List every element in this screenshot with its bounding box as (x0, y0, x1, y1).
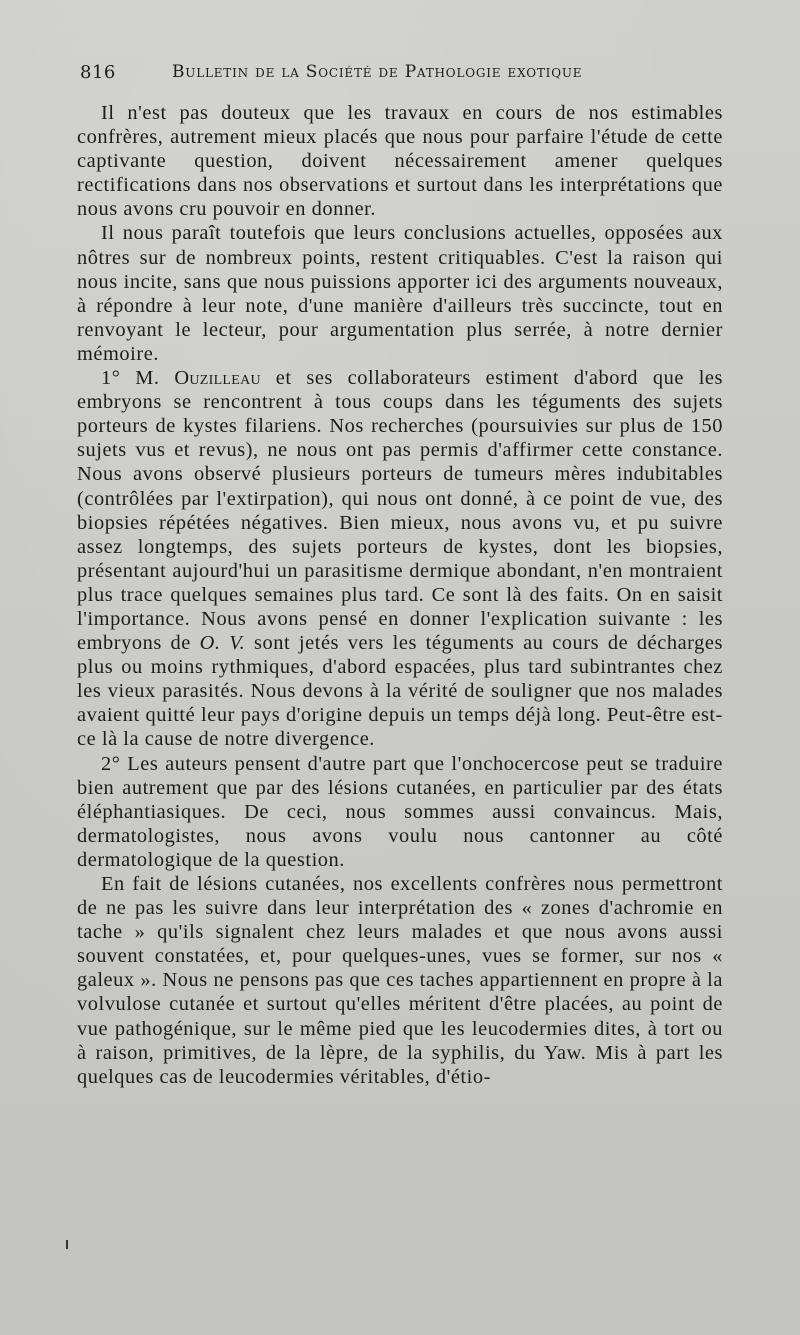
page-header (80, 62, 720, 88)
print-speck (66, 1240, 68, 1249)
author-name: Ouzilleau (174, 367, 261, 390)
body-text (77, 101, 723, 1089)
running-title: Bulletin de la Société de Pathologie exotique (172, 62, 583, 82)
paragraph-5: En fait de lésions cutanées, nos excellents confrères nous permettront de ne pas les suivre dans leur interprétation des « zones d'achromie en tache » qu'ils signalent chez leurs malades et que nous avons aussi souvent constatées, et, pour quelques-unes, vues se former, sur nos « galeux ». Nous ne pensons pas que ces taches appartiennent en propre à la volvulose cutanée et surtout qu'elles méritent d'être placées, au point de vue pathogénique, sur le même pied que les leucodermies dites, à tort ou à raison, primitives, de la lèpre, de la syphilis, du Yaw. Mis à part les quelques cas de leucodermies véritables, d'étio- (77, 873, 723, 1088)
paragraph-3-text: et ses collaborateurs estiment d'abord que les embryons se rencontrent à tous coups dans les téguments des sujets porteurs de kystes filariens. Nos recherches (poursuivies sur plus de 150 sujets vus et revus), ne nous ont pas permis d'affirmer cette constance. Nous avons observé plusieurs porteurs de tumeurs mères indubitables (contrôlées par l'extirpation), qui nous ont donné, à ce point de vue, des biopsies répétées négatives. Bien mieux, nous avons vu, et pu suivre assez longtemps, des sujets porteurs de kystes, dont les biopsies, présentant aujourd'hui un parasitisme dermique abondant, n'en montraient plus trace quelques semaines plus tard. Ce sont là des faits. On en saisit l'importance. Nous avons pensé en donner l'explication suivante : les embryons de (77, 367, 723, 655)
paragraph-3-prefix: 1° M. (101, 367, 175, 390)
paragraph-2: Il nous paraît toutefois que leurs conclusions actuelles, opposées aux nôtres sur de nombreux points, restent critiquables. C'est la raison qui nous incite, sans que nous puissions apporter ici des arguments nouveaux, à répondre à leur note, d'une manière d'ailleurs très succincte, tout en renvoyant le lecteur, pour argumentation plus serrée, à notre dernier mémoire. (77, 222, 723, 365)
paragraph-3-text-end: sont jetés vers les téguments au cours de décharges plus ou moins rythmiques, d'abord espacées, plus tard subintrantes chez les vieux parasités. Nous devons à la vérité de souligner que nos malades avaient quitté leur pays d'origine depuis un temps déjà long. Peut-être est-ce là la cause de notre divergence. (77, 632, 723, 751)
species-abbreviation: O. V. (199, 632, 246, 655)
page-number: 816 (80, 62, 116, 83)
paragraph-4: 2° Les auteurs pensent d'autre part que l'onchocercose peut se traduire bien autrement que par des lésions cutanées, en particulier par des états éléphantiasiques. De ceci, nous sommes aussi convaincus. Mais, dermatologistes, nous avons voulu nous cantonner au côté dermatologique de la question. (77, 752, 723, 871)
paragraph-3 (77, 366, 723, 752)
paragraph-1: Il n'est pas douteux que les travaux en cours de nos estimables confrères, autrement mieux placés que nous pour parfaire l'étude de cette captivante question, doivent nécessairement amener quelques rectifications dans nos observations et surtout dans les interprétations que nous avons cru pouvoir en donner. (77, 102, 723, 221)
